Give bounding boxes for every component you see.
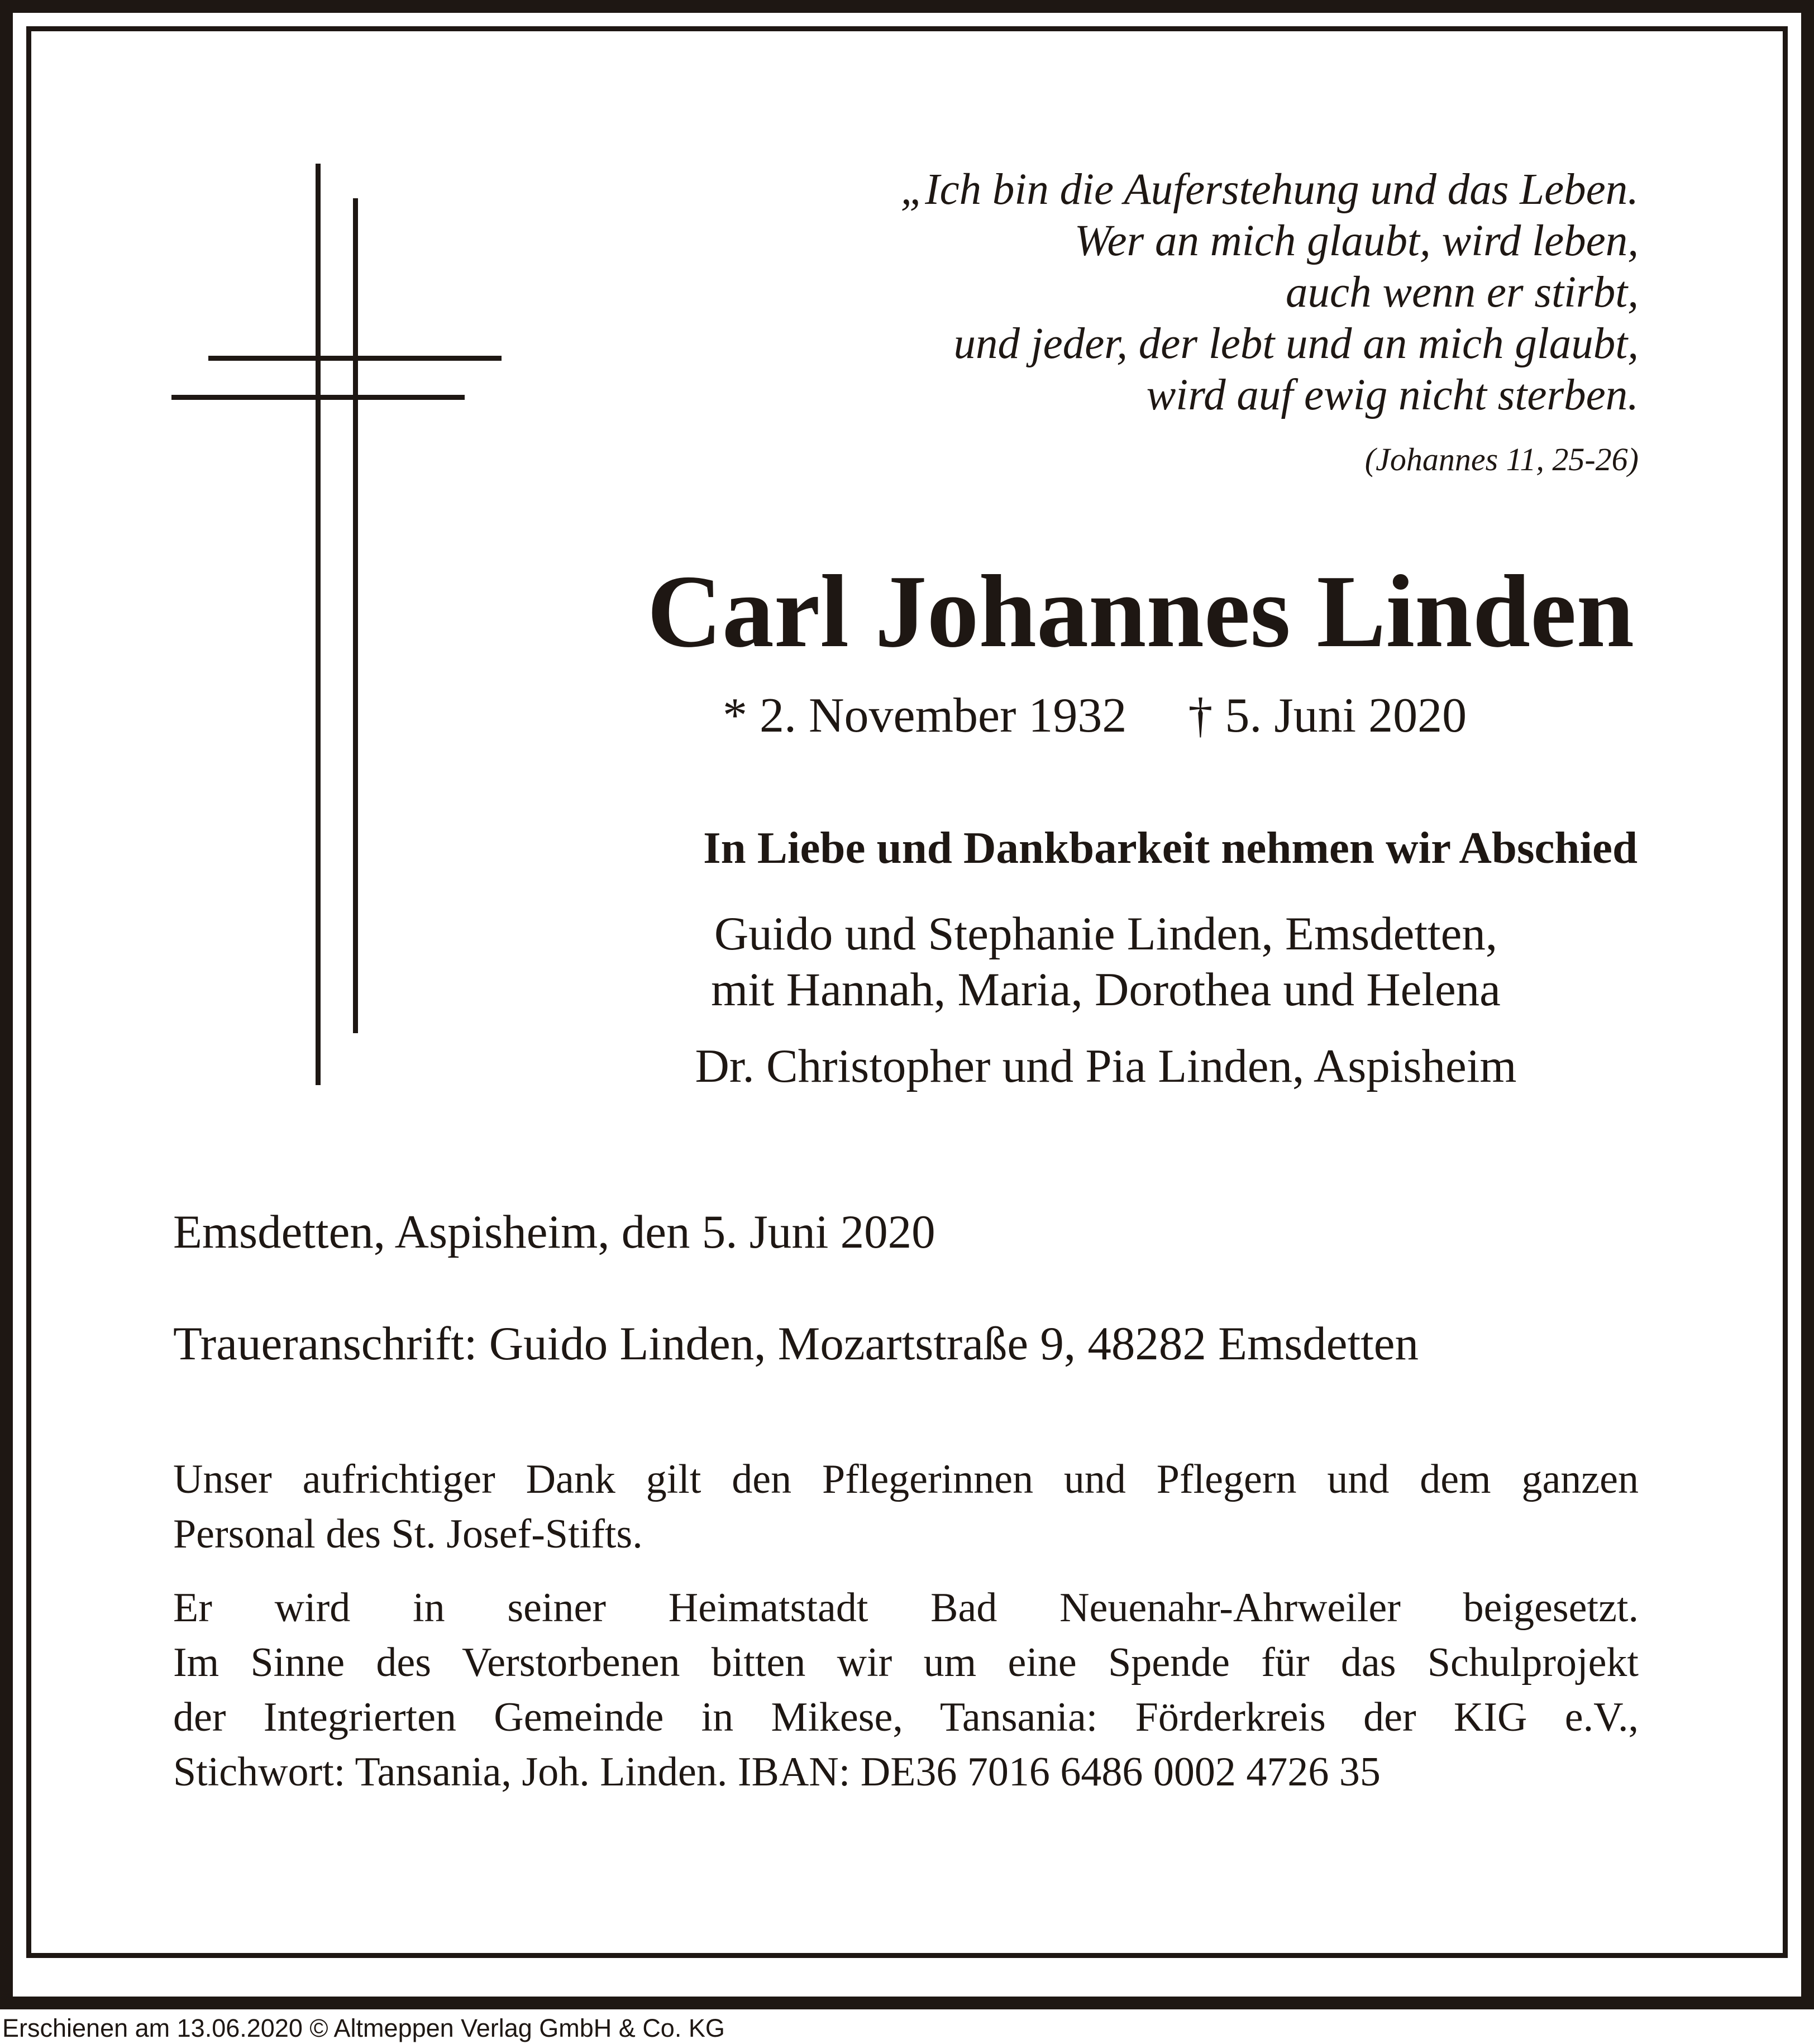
publication-footer: Erschienen am 13.06.2020 © Altmeppen Verlag GmbH & Co. KG — [2, 2014, 725, 2042]
thanks-paragraph — [173, 1452, 1639, 1561]
thanks-line-2: Personal des St. Josef-Stifts. — [173, 1511, 643, 1557]
quote-line-1: „Ich bin die Auferstehung und das Leben. — [900, 165, 1639, 214]
burial-line-3: der Integrierten Gemeinde in Mikese, Tansania: Förderkreis der KIG e.V., — [173, 1694, 1639, 1740]
place-date: Emsdetten, Aspisheim, den 5. Juni 2020 — [173, 1206, 935, 1258]
burial-line-1: Er wird in seiner Heimatstadt Bad Neuenahr-Ahrweiler beigesetzt. — [173, 1585, 1639, 1631]
quote-line-3: auch wenn er stirbt, — [1286, 268, 1639, 317]
burial-line-2: Im Sinne des Verstorbenen bitten wir um eine Spende für das Schulprojekt — [173, 1640, 1639, 1685]
deceased-name: Carl Johannes Linden — [647, 554, 1634, 669]
death-date: † 5. Juni 2020 — [1188, 689, 1467, 743]
farewell-heading: In Liebe und Dankbarkeit nehmen wir Abschied — [703, 823, 1638, 873]
quote-citation: (Johannes 11, 25-26) — [1364, 441, 1639, 477]
burial-note-paragraph — [173, 1580, 1639, 1799]
mourning-address: Traueranschrift: Guido Linden, Mozartstraße 9, 48282 Emsdetten — [173, 1317, 1419, 1370]
mourner-line-1: Guido und Stephanie Linden, Emsdetten, — [714, 908, 1498, 960]
mourner-line-3: Dr. Christopher und Pia Linden, Aspisheim — [695, 1040, 1517, 1092]
burial-line-4: Stichwort: Tansania, Joh. Linden. IBAN: DE36 7016 6486 0002 4726 35 — [173, 1749, 1381, 1795]
quote-line-2: Wer an mich glaubt, wird leben, — [1074, 217, 1639, 265]
quote-line-4: und jeder, der lebt und an mich glaubt, — [953, 319, 1639, 368]
thanks-line-1: Unser aufrichtiger Dank gilt den Pflegerinnen und Pflegern und dem ganzen — [173, 1456, 1639, 1502]
life-dates — [723, 688, 1467, 744]
birth-date: * 2. November 1932 — [723, 689, 1127, 743]
quote-line-5: wird auf ewig nicht sterben. — [1146, 371, 1639, 419]
mourner-line-2: mit Hannah, Maria, Dorothea und Helena — [711, 963, 1501, 1016]
